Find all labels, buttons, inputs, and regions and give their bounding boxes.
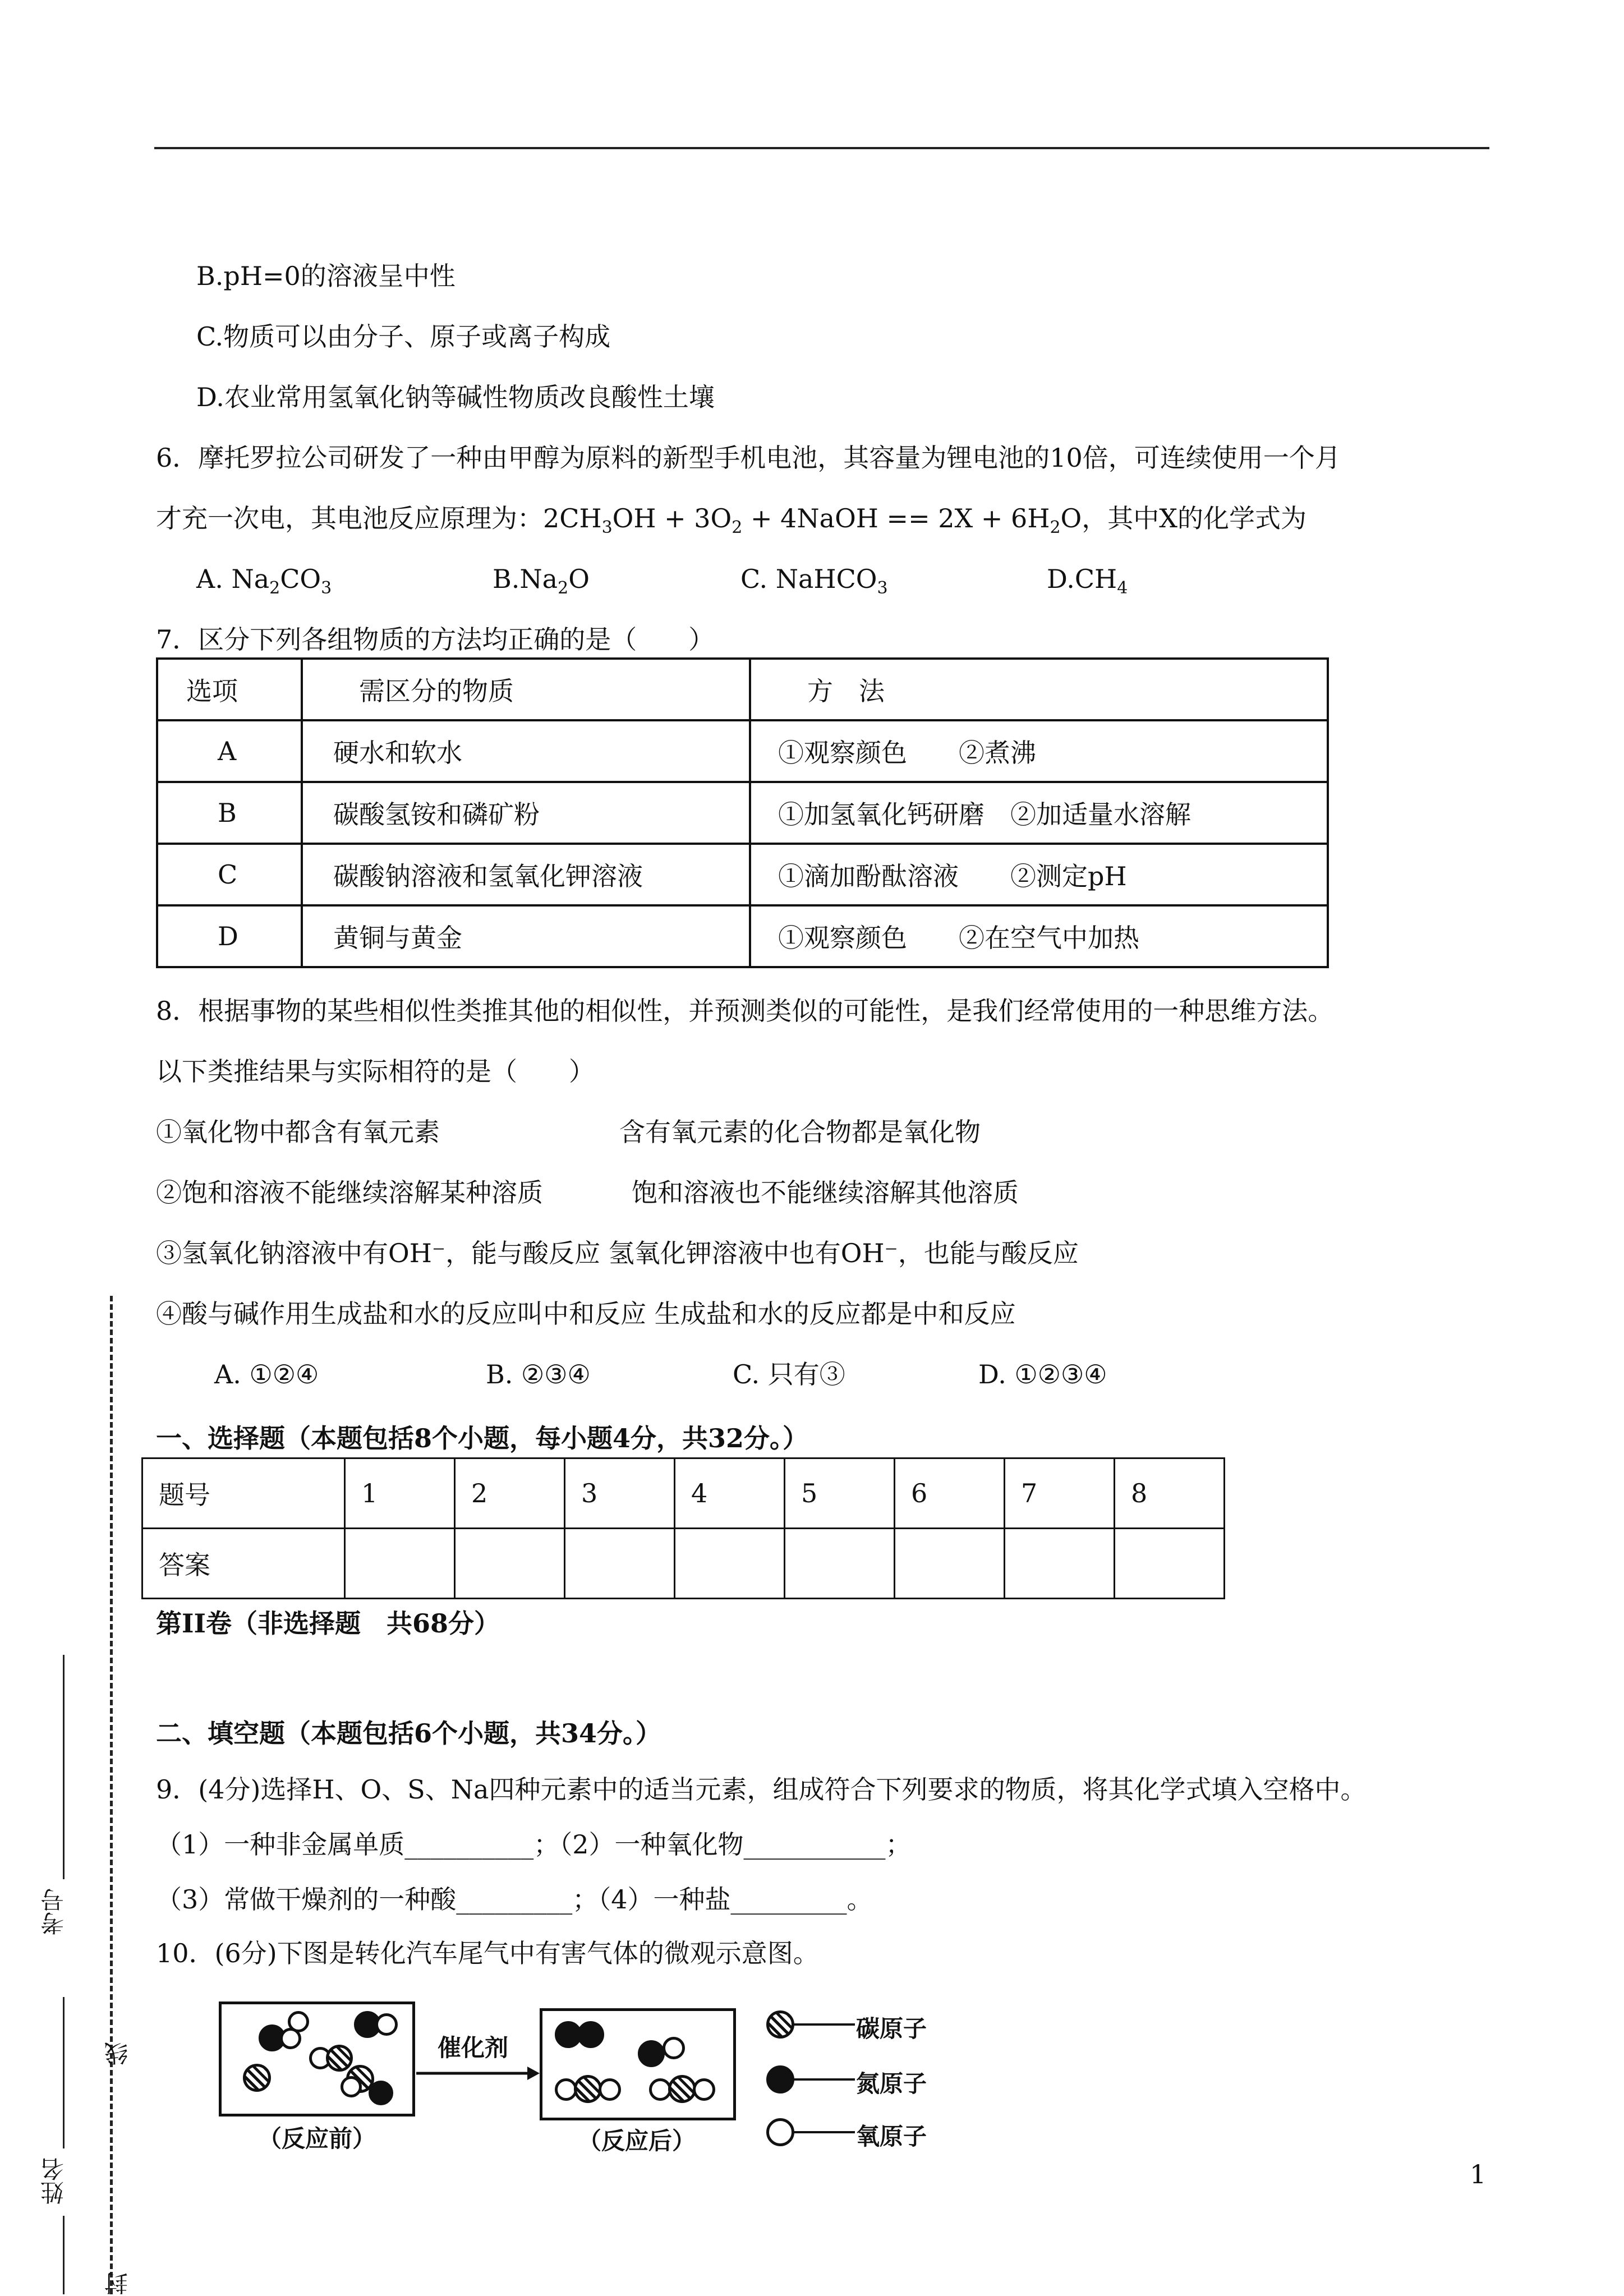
question-number-cell: 7 (1005, 1458, 1115, 1529)
answer-cell[interactable] (1005, 1529, 1115, 1599)
page-number: 1 (1470, 2159, 1487, 2189)
row-method: ①观察颜色 ②煮沸 (750, 720, 1328, 782)
legend-carbon-label: 碳原子 (856, 2015, 927, 2042)
carbon-atom-icon (766, 2010, 794, 2039)
q6-option-b: $B.Na_2O$ (493, 564, 590, 598)
legend-line (793, 2078, 855, 2081)
answer-cell[interactable] (675, 1529, 785, 1599)
table-header-row (157, 659, 1328, 720)
row-option: B (157, 782, 302, 844)
oxygen-atom (693, 2078, 715, 2101)
q5-option-c: C.物质可以由分子、原子或离子构成 (196, 321, 611, 352)
carbon-atom (326, 2045, 353, 2072)
question-number-cell: 4 (675, 1458, 785, 1529)
question-number-cell: 8 (1115, 1458, 1225, 1529)
answer-cell[interactable] (455, 1529, 565, 1599)
table-row (157, 720, 1328, 782)
q5-option-b: B.pH=0的溶液呈中性 (196, 261, 456, 291)
q6-option-a: A. $Na_2CO_3$ (196, 564, 332, 598)
question-number-cell: 6 (895, 1458, 1005, 1529)
q8-stem-line2: 以下类推结果与实际相符的是（ ） (156, 1056, 595, 1087)
row-option: D (157, 905, 302, 967)
oxygen-atom (375, 2013, 398, 2036)
margin-line-label: 线 (104, 2042, 131, 2065)
row-label-answer: 答案 (142, 1529, 345, 1599)
oxygen-atom (280, 2028, 301, 2049)
q8-option-a: A. ①②④ (214, 1359, 319, 1389)
nitrogen-atom (369, 2081, 393, 2105)
legend-line (793, 2131, 855, 2133)
q6-stem-line1: 6．摩托罗拉公司研发了一种由甲醇为原料的新型手机电池，其容量为锂电池的10倍，可连续使用一个月 (156, 443, 1341, 473)
q6-option-d: $D.CH_4$ (1047, 564, 1128, 598)
carbon-atom (668, 2075, 696, 2103)
answer-cell[interactable] (1115, 1529, 1225, 1599)
q8-item2-premise: ②饱和溶液不能继续溶解某种溶质 (156, 1177, 543, 1208)
q8-item3: ③氢氧化钠溶液中有OH⁻，能与酸反应 氢氧化钾溶液中也有OH⁻，也能与酸反应 (156, 1238, 1079, 1268)
row-option: C (157, 844, 302, 905)
before-reaction-box (219, 2001, 415, 2116)
q7-table (156, 657, 1329, 968)
before-label: （反应前） (258, 2125, 376, 2152)
xingming-underline-lower (63, 2216, 65, 2294)
carbon-atom (243, 2064, 271, 2092)
row-method: ①观察颜色 ②在空气中加热 (750, 905, 1328, 967)
table-row (157, 844, 1328, 905)
legend-nitrogen-label: 氮原子 (856, 2070, 927, 2097)
q8-item1-inference: 含有氧元素的化合物都是氧化物 (619, 1117, 981, 1147)
reaction-arrow-icon (416, 2062, 541, 2085)
q5-option-d: D.农业常用氢氧化钠等碱性物质改良酸性土壤 (196, 382, 715, 412)
catalyst-label: 催化剂 (438, 2034, 509, 2062)
question-number-cell: 2 (455, 1458, 565, 1529)
header-substances: 需区分的物质 (302, 659, 750, 720)
after-reaction-box (540, 2008, 736, 2120)
answer-table (141, 1457, 1225, 1599)
margin-kaohao-label: 考号 (40, 1888, 67, 1935)
nitrogen-atom (638, 2040, 665, 2067)
question-number-cell: 3 (565, 1458, 675, 1529)
q7-stem: 7．区分下列各组物质的方法均正确的是（ ） (156, 624, 715, 655)
margin-seal-label: 封 (104, 2272, 131, 2295)
table-row (157, 905, 1328, 967)
margin-name-label: 姓名 (40, 2157, 67, 2205)
row-method: ①滴加酚酞溶液 ②测定pH (750, 844, 1328, 905)
q8-option-d: D. ①②③④ (978, 1359, 1107, 1389)
answer-cell[interactable] (345, 1529, 455, 1599)
row-substances: 硬水和软水 (302, 720, 750, 782)
carbon-atom (574, 2075, 602, 2103)
oxygen-atom-icon (766, 2118, 794, 2146)
answer-cell[interactable] (785, 1529, 895, 1599)
table-row (142, 1529, 1225, 1599)
oxygen-atom (341, 2076, 362, 2097)
q8-item2-inference: 饱和溶液也不能继续溶解其他溶质 (632, 1177, 1019, 1208)
answer-cell[interactable] (895, 1529, 1005, 1599)
nitrogen-atom-icon (766, 2065, 794, 2093)
table-row (142, 1458, 1225, 1529)
oxygen-atom (663, 2037, 685, 2059)
kaohao-underline (63, 1655, 65, 1879)
q10-stem: 10．(6分)下图是转化汽车尾气中有害气体的微观示意图。 (156, 1938, 819, 1968)
q6-stem-line2: 才充一次电，其电池反应原理为：$2CH_3OH + 3O_2$ + 4NaOH == $2X + 6H_2O$，其中X的化学式为 (156, 503, 1306, 537)
row-substances: 黄铜与黄金 (302, 905, 750, 967)
legend-line (793, 2023, 855, 2026)
q8-option-b: B. ②③④ (486, 1359, 591, 1389)
q8-option-c: C. 只有③ (733, 1359, 845, 1389)
xingming-underline-upper (63, 1997, 65, 2148)
question-number-cell: 1 (345, 1458, 455, 1529)
answer-cell[interactable] (565, 1529, 675, 1599)
q9-blanks-line1: （1）一种非金属单质__________；（2）一种氧化物___________； (156, 1829, 912, 1860)
q8-stem-line1: 8．根据事物的某些相似性类推其他的相似性，并预测类似的可能性，是我们经常使用的一种思维方法。 (156, 996, 1334, 1026)
q9-blanks-line2: （3）常做干燥剂的一种酸_________；（4）一种盐_________。 (156, 1884, 873, 1915)
q9-stem: 9．(4分)选择H、O、S、Na四种元素中的适当元素，组成符合下列要求的物质，将其化学式填入空格中。 (156, 1774, 1367, 1805)
oxygen-atom (599, 2078, 621, 2101)
row-substances: 碳酸氢铵和磷矿粉 (302, 782, 750, 844)
q8-item1-premise: ①氧化物中都含有氧元素 (156, 1117, 440, 1147)
row-method: ①加氢氧化钙研磨 ②加适量水溶解 (750, 782, 1328, 844)
table-row (157, 782, 1328, 844)
binding-dashed-line (110, 1296, 113, 2294)
question-number-cell: 5 (785, 1458, 895, 1529)
row-substances: 碳酸钠溶液和氢氧化钾溶液 (302, 844, 750, 905)
header-option: 选项 (157, 659, 302, 720)
q8-item4: ④酸与碱作用生成盐和水的反应叫中和反应 生成盐和水的反应都是中和反应 (156, 1299, 1016, 1329)
legend-oxygen-label: 氧原子 (856, 2123, 927, 2150)
part2-title: 第II卷（非选择题 共68分） (156, 1608, 500, 1639)
after-label: （反应后） (578, 2127, 696, 2155)
section1-title: 一、选择题（本题包括8个小题，每小题4分，共32分。） (156, 1423, 809, 1453)
row-option: A (157, 720, 302, 782)
row-label-number: 题号 (142, 1458, 345, 1529)
q6-option-c: C. NaHCO$_3$ (740, 564, 888, 598)
header-method: 方 法 (750, 659, 1328, 720)
section2-title: 二、填空题（本题包括6个小题，共34分。） (156, 1718, 662, 1749)
header-rule (154, 147, 1489, 149)
nitrogen-atom (577, 2021, 604, 2048)
